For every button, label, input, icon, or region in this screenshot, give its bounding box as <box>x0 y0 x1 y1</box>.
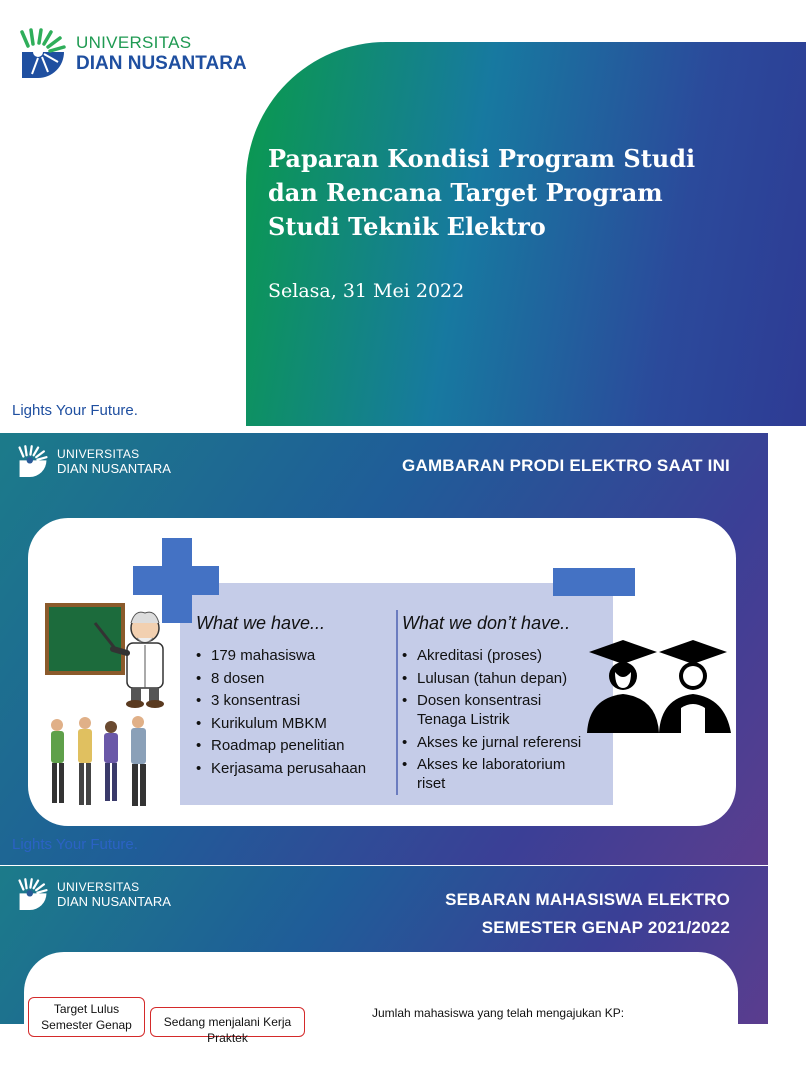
minus-icon <box>553 568 635 596</box>
target-graduate-box: Target Lulus Semester Genap <box>28 997 145 1037</box>
sunburst-logo-icon <box>17 876 49 912</box>
logo-line-2: DIAN NUSANTARA <box>57 893 171 909</box>
logo-line-2: DIAN NUSANTARA <box>57 460 171 476</box>
list-item: • Dosen konsentrasi Tenaga Listrik <box>402 691 581 729</box>
list-item: • Roadmap penelitian <box>196 736 366 755</box>
logo-line-1: UNIVERSITAS <box>57 879 140 894</box>
list-item: • 3 konsentrasi <box>196 691 366 710</box>
logo-line-2: DIAN NUSANTARA <box>76 52 247 74</box>
list-item: • 179 mahasiswa <box>196 646 366 665</box>
graduates-icon <box>585 638 735 733</box>
logo-line-1: UNIVERSITAS <box>57 446 140 461</box>
presentation-title: Paparan Kondisi Program Studi dan Rencana Target Program Studi Teknik Elektro <box>268 144 696 241</box>
title-slide <box>0 0 768 432</box>
list-item: • 8 dosen <box>196 669 366 688</box>
dont-have-title: What we don’t have.. <box>402 613 571 633</box>
professor-illustration <box>95 603 185 708</box>
tagline: Lights Your Future. <box>12 836 138 853</box>
sunburst-logo-icon <box>17 443 49 479</box>
university-logo <box>17 443 171 479</box>
list-item: • Akses ke laboratorium riset <box>402 755 581 793</box>
slide-heading-line-2: SEMESTER GENAP 2021/2022 <box>481 918 730 937</box>
list-item: • Akses ke jurnal referensi <box>402 733 581 752</box>
plus-icon-bar <box>133 566 219 595</box>
have-list <box>196 646 366 781</box>
presentation-date: Selasa, 31 Mei 2022 <box>268 280 465 302</box>
column-divider <box>396 610 398 795</box>
list-item: • Akreditasi (proses) <box>402 646 581 665</box>
sunburst-logo-icon <box>18 28 68 78</box>
university-logo <box>18 28 247 78</box>
students-illustration <box>45 715 160 810</box>
slide-heading: GAMBARAN PRODI ELEKTRO SAAT INI <box>402 456 730 475</box>
internship-box: Sedang menjalani Kerja Praktek <box>150 1007 305 1037</box>
list-item: • Lulusan (tahun depan) <box>402 669 581 688</box>
overview-slide <box>0 433 768 865</box>
list-item: • Kerjasama perusahaan <box>196 759 366 778</box>
logo-line-1: UNIVERSITAS <box>76 32 192 52</box>
slide-heading-line-1: SEBARAN MAHASISWA ELEKTRO <box>445 890 730 909</box>
tagline: Lights Your Future. <box>12 402 138 419</box>
university-logo <box>17 876 171 912</box>
internship-note: Jumlah mahasiswa yang telah mengajukan KP: <box>372 1006 625 1020</box>
dont-have-list <box>402 646 581 797</box>
list-item: • Kurikulum MBKM <box>196 714 366 733</box>
distribution-slide <box>0 866 768 1045</box>
have-title: What we have... <box>196 613 326 633</box>
slide-heading <box>445 886 730 942</box>
